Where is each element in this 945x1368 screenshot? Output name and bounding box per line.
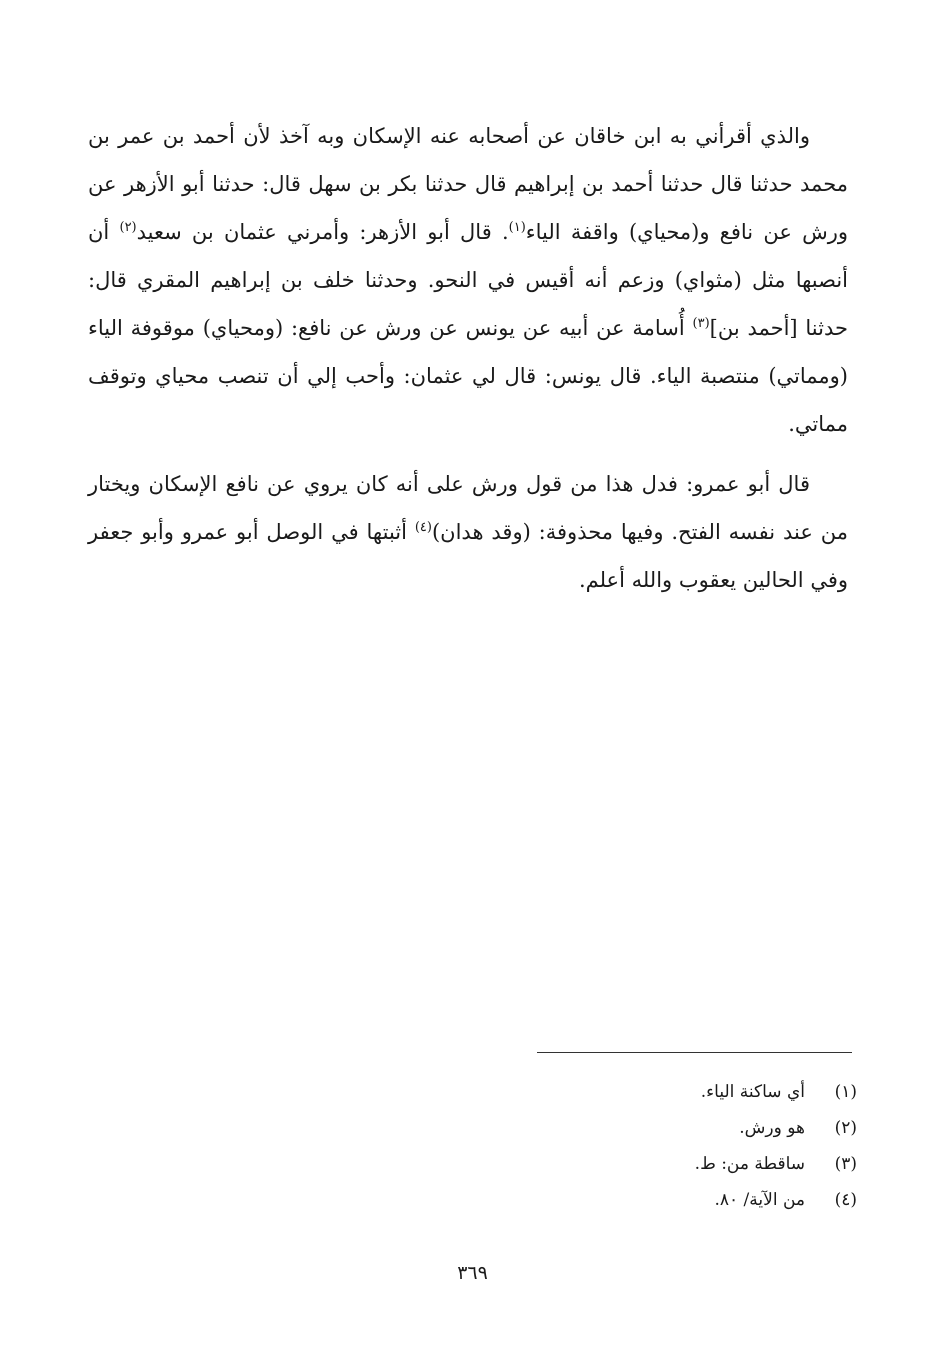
- footnote-ref-1: (١): [508, 220, 526, 235]
- text-segment: والذي أقرأني به ابن خاقان عن أصحابه عنه الإسكان وبه آخذ لأن أحمد بن عمر بن محمد حدثنا قال حدثنا أحمد بن إبراهيم قال حدثنا بكر بن سهل قال: حدثنا أبو الأزهر عن ورش عن نافع و(محياي) واقفة الياء: [88, 124, 849, 244]
- footnote-text: أي ساكنة الياء.: [700, 1082, 805, 1102]
- footnote-1: [457, 1074, 857, 1110]
- footnote-text: من الآية/ ٨٠.: [714, 1190, 805, 1210]
- footnote-text: ساقطة من: ط.: [694, 1154, 805, 1174]
- paragraph-2: [88, 460, 848, 604]
- main-text: [88, 112, 848, 604]
- footnote-separator: [537, 1052, 852, 1053]
- text-segment: أُسامة عن أبيه عن يونس عن ورش عن نافع: (ومحياي) موقوفة الياء (ومماتي) منتصبة الياء. قال يونس: قال لي عثمان: وأحب إلي أن تنصب محياي وتوقف مماتي.: [88, 316, 848, 436]
- footnote-text: هو ورش.: [739, 1118, 805, 1138]
- footnote-ref-3: (٣): [692, 316, 710, 331]
- footnote-4: [457, 1182, 857, 1218]
- page-number: ٣٦٩: [457, 1262, 488, 1284]
- footnote-number: (٣): [834, 1154, 857, 1174]
- paragraph-1: [88, 112, 848, 448]
- text-segment: . قال أبو الأزهر: وأمرني عثمان بن سعيد: [136, 220, 509, 244]
- text-segment: أثبتها في الوصل أبو عمرو وأبو جعفر وفي الحالين يعقوب والله أعلم.: [88, 520, 848, 592]
- footnote-2: [457, 1110, 857, 1146]
- footnote-3: [457, 1146, 857, 1182]
- text-segment: قال أبو عمرو: فدل هذا من قول ورش على أنه كان يروي عن نافع الإسكان ويختار من عند نفسه الفتح. وفيها محذوفة: (وقد هدان): [88, 472, 848, 544]
- text-segment: أن أنصبها مثل (مثواي) وزعم أنه أقيس في النحو. وحدثنا خلف بن إبراهيم المقري قال: حدثنا [أحمد بن]: [88, 220, 848, 340]
- footnote-number: (١): [834, 1082, 857, 1102]
- footnote-ref-4: (٤): [414, 520, 432, 535]
- footnotes: [457, 1074, 857, 1218]
- footnote-number: (٢): [834, 1118, 857, 1138]
- footnote-number: (٤): [834, 1190, 857, 1210]
- footnote-ref-2: (٢): [119, 220, 137, 235]
